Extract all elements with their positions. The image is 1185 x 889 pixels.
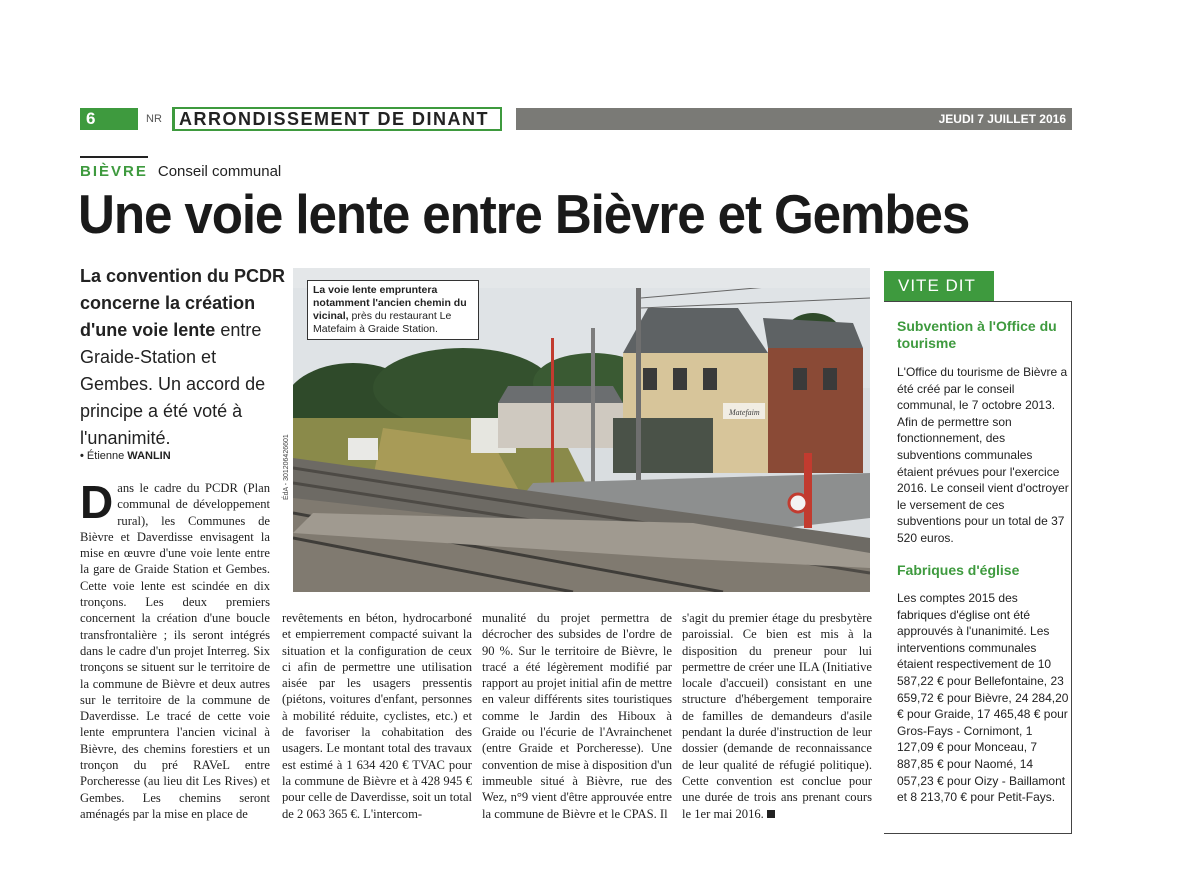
sidebar-item2-text: Les comptes 2015 des fabriques d'église ont été approuvés à l'unanimité. Les interventions communales étaient respectivement de 10 587,22 € pour Bellefontaine, 23 659,72 € pour Bièvre, 24 284,20 € pour Graide, 17 465,48 € pour Gros-Fays - Cornimont, 1 127,09 € pour Monceau, 7 887,85 € pour Naomé, 14 057,23 € pour Oizy - Baillamont et 8 213,70 € pour Petit-Fays. xyxy=(897,591,1069,805)
photo-caption xyxy=(307,280,479,340)
byline-first: Étienne xyxy=(86,450,125,462)
sidebar-title: VITE DIT xyxy=(884,271,994,301)
body-column-4 xyxy=(682,610,872,822)
sidebar-item1-title: Subvention à l'Office du tourisme xyxy=(897,318,1057,351)
kicker-rule xyxy=(80,156,148,158)
restaurant-sign-text: Matefaim xyxy=(729,408,760,417)
byline-last: WANLIN xyxy=(127,450,171,462)
issue-date: JEUDI 7 JUILLET 2016 xyxy=(516,108,1072,130)
lead-text: entre Graide-Station et Gembes. Un accord de principe a été voté à l'unanimité. xyxy=(80,320,266,448)
kicker xyxy=(80,163,281,180)
article-lead xyxy=(80,263,285,452)
body-column-1 xyxy=(80,476,270,822)
publication-logo: NR xyxy=(146,113,162,125)
sidebar-item1-text: L'Office du tourisme de Bièvre a été créé par le conseil communal, le 7 octobre 2013. Afin de permettre son fonctionnement, des subventions communales étaient prévues pour l'exercice 2016. Le conseil vient d'octroyer le versement de ces subventions pour un total de 37 520 euros. xyxy=(897,365,1069,545)
page-number: 6 xyxy=(80,108,138,130)
body-column-2: revêtements en béton, hydrocarboné et empierrement compacté suivant la situation et la configuration de ceux ci afin de permettre une utilisation aisée par les usagers pressentis (piétons, voitures d'enfant, personnes à mobilité réduite, cyclistes, etc.) et de favoriser la cohabitation des usagers. Le montant total des travaux est estimé à 1 634 420 € TVAC pour la commune de Bièvre et à 428 945 € pour celle de Daverdisse, soit un total de 2 063 365 €. L'intercom- xyxy=(282,611,472,821)
byline xyxy=(80,450,171,462)
kicker-topic: Conseil communal xyxy=(157,163,282,180)
section-title: ARRONDISSEMENT DE DINANT xyxy=(172,107,502,131)
byline-mark: • xyxy=(80,450,84,462)
caption-bold: La voie lente empruntera notamment l'ancien chemin du vicinal, xyxy=(313,284,467,322)
col4-text: s'agit du premier étage du presbytère paroissial. Ce bien est mis à la disposition du preneur pour lui permettre de créer une ILA (Initiative locale d'accueil) consistant en une structure d'hébergement temporaire de familles de demandeurs d'asile pendant la durée d'instruction de leur dossier (demande de reconnaissance de leur qualité de réfugié politique). Cette convention est conclue pour une durée de trois ans prenant cours le 1er mai 2016. xyxy=(682,611,872,821)
article-title: Une voie lente entre Bièvre et Gembes xyxy=(78,183,970,245)
lead-bold: La convention du PCDR concerne la création d'une voie lente xyxy=(80,266,286,340)
end-mark xyxy=(767,810,775,818)
body-column-3: munalité du projet permettra de décrocher des subsides de l'ordre de 90 %. Sur le territoire de Bièvre, le tracé a été légèrement modifié par rapport au projet initial afin de mettre en valeur différents sites touristiques comme le Jardin des Hiboux à Graide ou l'écurie de l'Avrainchenet (entre Graide et Porcheresse). Une convention de mise à disposition d'un immeuble situé à Bièvre, rue des Wez, n°9 vient d'être approuvée entre la commune de Bièvre et le CPAS. Il xyxy=(482,611,672,821)
caption-text: près du restaurant Le Matefaim à Graide Station. xyxy=(313,310,452,335)
kicker-place: BIÈVRE xyxy=(80,163,148,180)
photo-credit: ÉdA - 301206426601 xyxy=(283,434,290,500)
dropcap: D xyxy=(80,476,114,528)
sidebar-item2-title: Fabriques d'église xyxy=(897,562,1020,578)
col1-text: ans le cadre du PCDR (Plan communal de développement rural), les Communes de Bièvre et Daverdisse envisagent la mise en œuvre d'une voie lente entre la gare de Graide Station et Gembes. Cette voie lente est scindée en dix tronçons. Les deux premiers concernent la création d'une boucle transfrontalière ; ils seront intégrés dans le cadre d'un projet Interreg. Six tronçons se situent sur le territoire de la commune de Bièvre et deux autres sur le territoire de la commune de Daverdisse. Le tracé de cette voie lente empruntera l'ancien vicinal à Bièvre, des chemins forestiers et un tronçon du pré RAVeL entre Porcheresse (au lieu dit Les Rives) et Gembes. Les chemins seront aménagés par la mise en place de xyxy=(80,481,270,821)
